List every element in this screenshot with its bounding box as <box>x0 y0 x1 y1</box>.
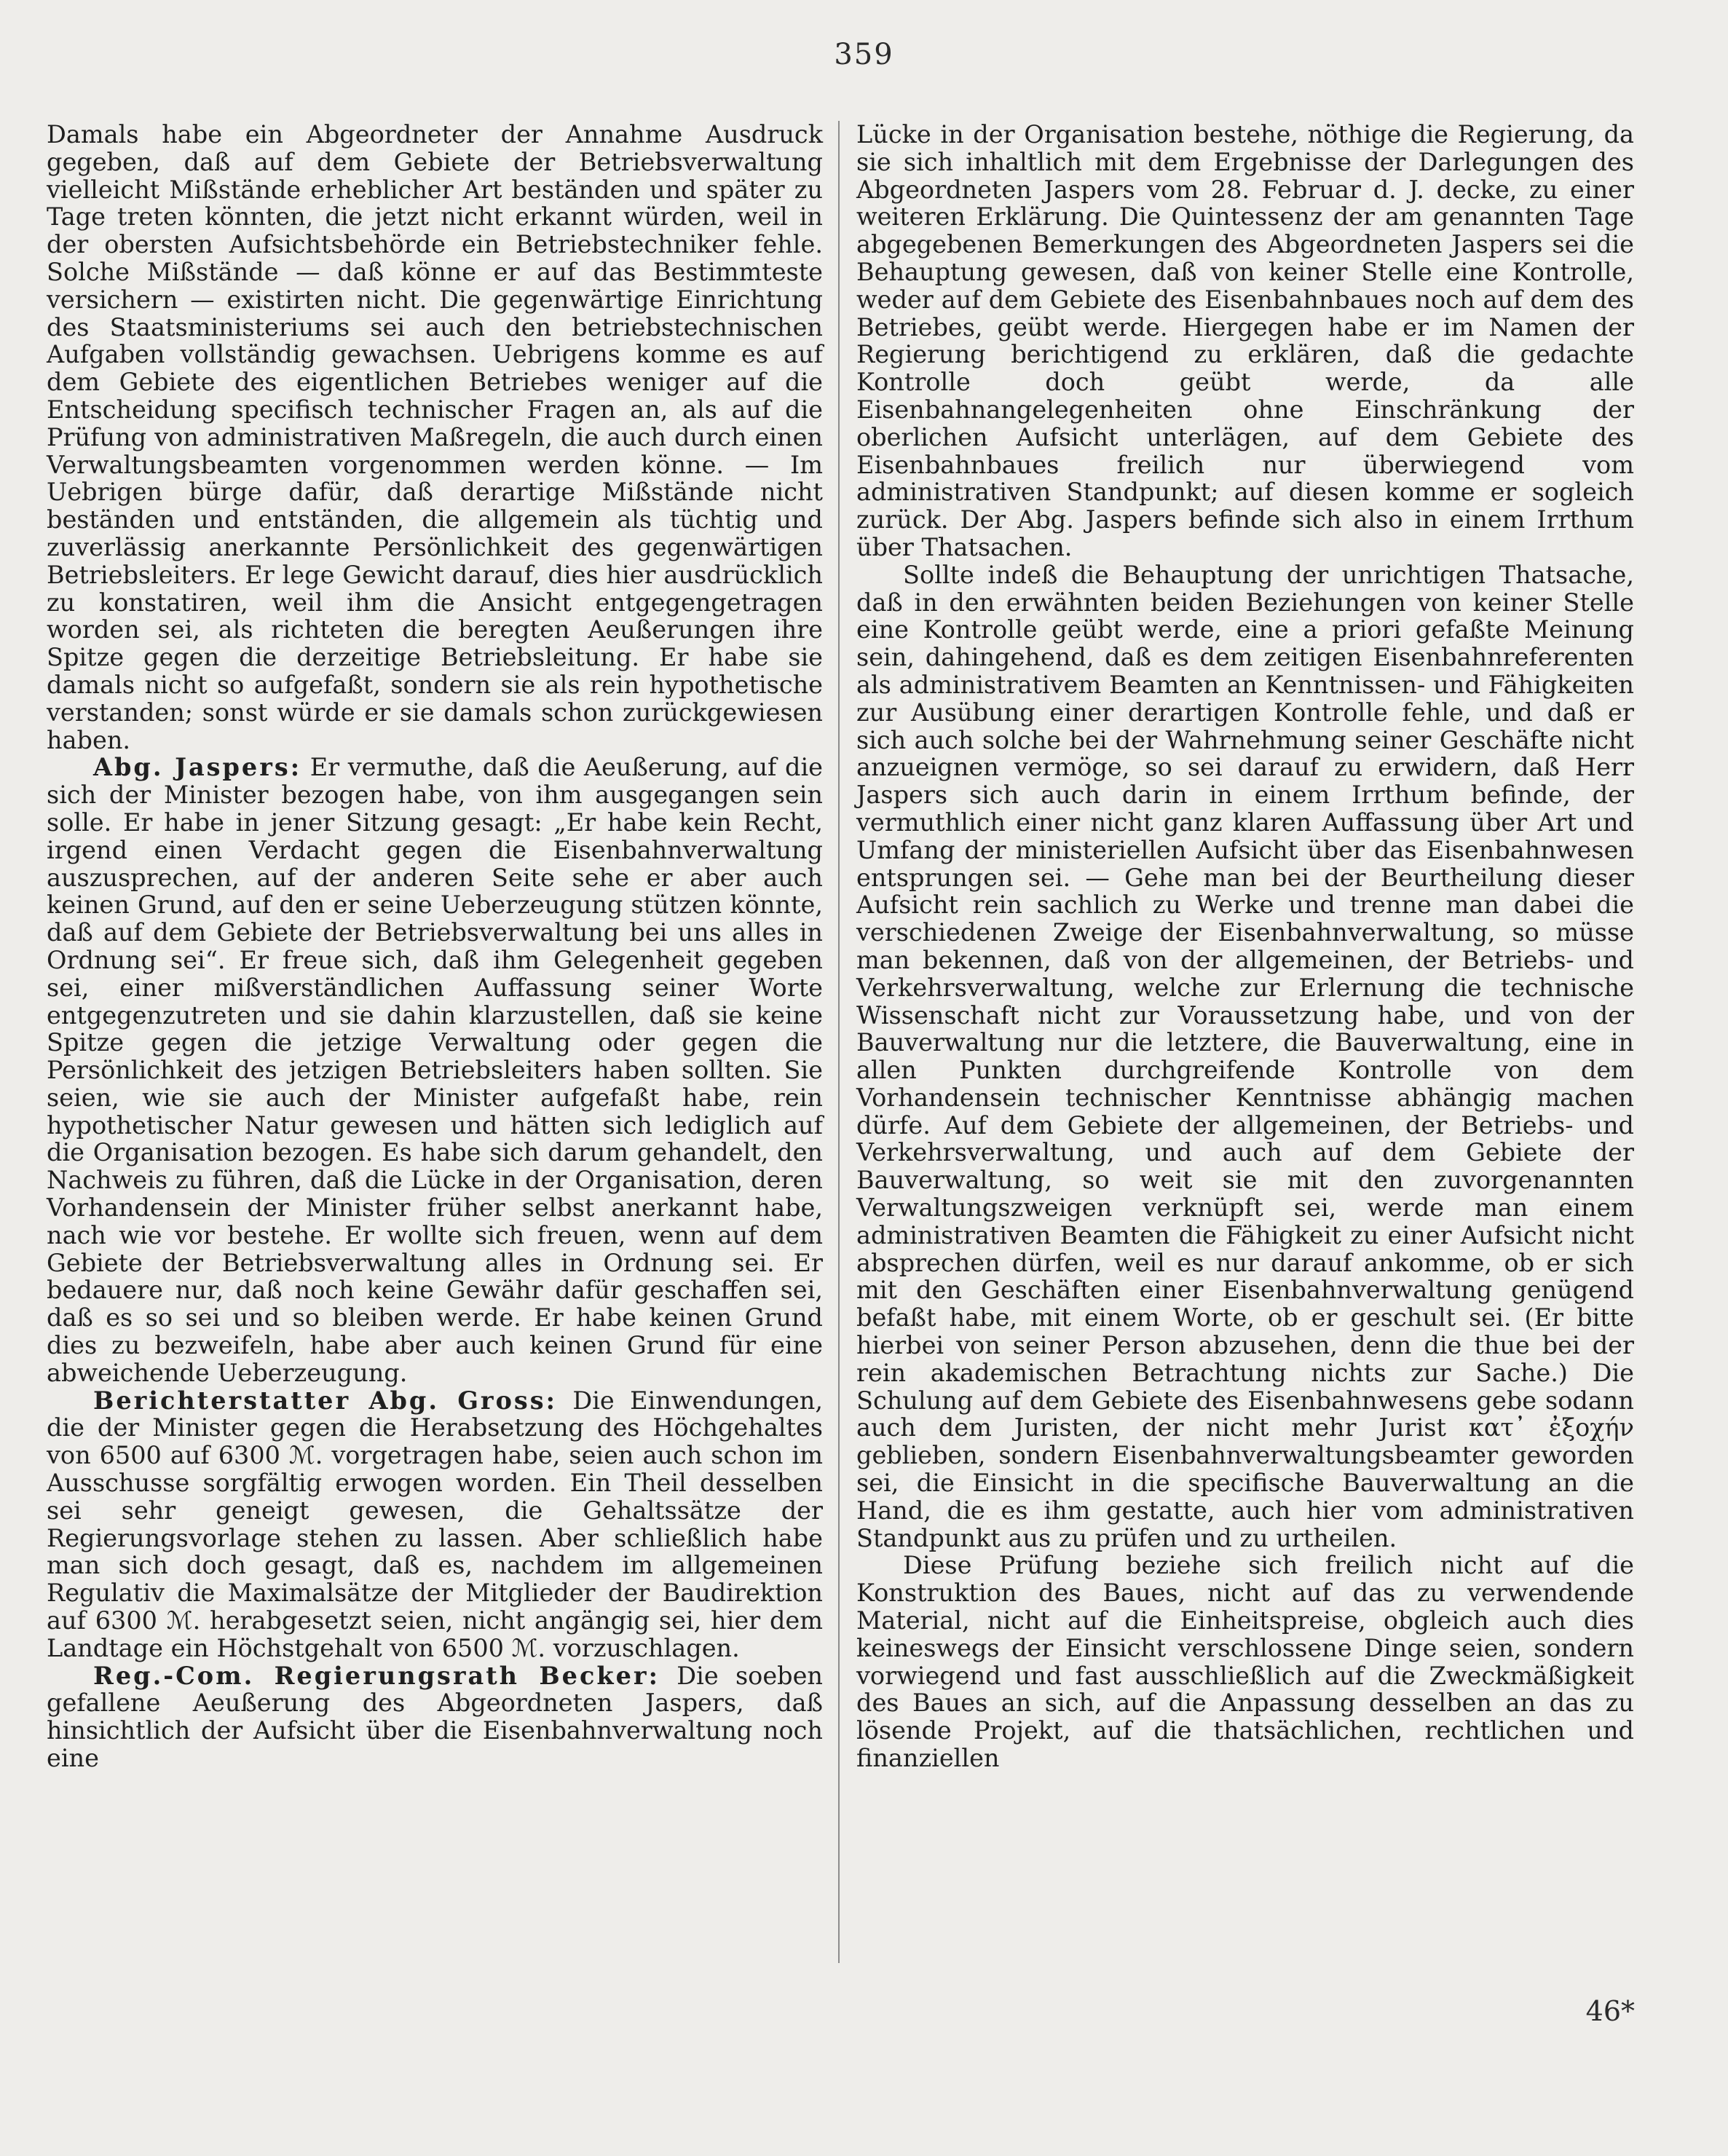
paragraph <box>856 561 1634 1552</box>
speaker-label: Berichterstatter Abg. Gross: <box>93 1386 558 1415</box>
column-divider <box>838 121 840 1963</box>
paragraph-text: Diese Prüfung beziehe sich freilich nicht auf die Konstruktion des Baues, nicht auf das zu verwendende Material, nicht auf die Einheitspreise, obgleich auch dies keineswegs der Einsicht verschlossene Dinge seien, sondern vorwiegend und fast ausschließlich auf die Zweckmäßigkeit des Baues an sich, auf die Anpassung desselben an das zu lösende Projekt, auf die thatsächlichen, rechtlichen und finanziellen <box>856 1551 1634 1773</box>
right-column <box>856 121 1634 1772</box>
paragraph-text: Damals habe ein Abgeordneter der Annahme Ausdruck gegeben, daß auf dem Gebiete der Betriebsverwaltung vielleicht Mißstände erheblicher Art beständen und später zu Tage treten könnten, die jetzt nicht erkannt würden, weil in der obersten Aufsichtsbehörde ein Betriebstechniker fehle. Solche Mißstände — daß könne er auf das Bestimmteste versichern — existirten nicht. Die gegenwärtige Einrichtung des Staatsministeriums sei auch den betriebstechnischen Aufgaben vollständig gewachsen. Uebrigens komme es auf dem Gebiete des eigentlichen Betriebes weniger auf die Entscheidung specifisch technischer Fragen an, als auf die Prüfung von administrativen Maßregeln, die auch durch einen Verwaltungsbeamten vorgenommen werden könne. — Im Uebrigen bürge dafür, daß derartige Mißstände nicht beständen und entständen, die allgemein als tüchtig und zuverlässig anerkannte Persönlichkeit des gegenwärtigen Betriebsleiters. Er lege Gewicht darauf, dies hier ausdrücklich zu konstatiren, weil ihm die Ansicht entgegengetragen worden sei, als richteten die beregten Aeußerungen ihre Spitze gegen die derzeitige Betriebsleitung. Er habe sie damals nicht so aufgefaßt, sondern sie als rein hypothetische verstanden; sonst würde er sie damals schon zurückgewiesen haben. <box>47 120 823 754</box>
paragraph-text: Die Einwendungen, die der Minister gegen die Herabsetzung des Höchgehaltes von 6500 auf 6300 ℳ. vorgetragen habe, seien auch schon im Ausschusse sorgfältig erwogen worden. Ein Theil desselben sei sehr geneigt gewesen, die Gehaltssätze der Regierungsvorlage stehen zu lassen. Aber schließlich habe man sich doch gesagt, daß es, nachdem im allgemeinen Regulativ die Maximalsätze der Mitglieder der Baudirektion auf 6300 ℳ. herabgesetzt seien, nicht angängig sei, hier dem Landtage ein Höchstgehalt von 6500 ℳ. vorzuschlagen. <box>47 1386 823 1662</box>
signature-mark: 46* <box>1585 1995 1635 2027</box>
paragraph-text: Lücke in der Organisation bestehe, nöthige die Regierung, da sie sich inhaltlich mit dem Ergebnisse der Darlegungen des Abgeordneten Jaspers vom 28. Februar d. J. decke, zu einer weiteren Erklärung. Die Quintessenz der am genannten Tage abgegebenen Bemerkungen des Abgeordneten Jaspers sei die Behauptung gewesen, daß von keiner Stelle eine Kontrolle, weder auf dem Gebiete des Eisenbahnbaues noch auf dem des Betriebes, geübt werde. Hiergegen habe er im Namen der Regierung berichtigend zu erklären, daß die gedachte Kontrolle doch geübt werde, da alle Eisenbahnangelegenheiten ohne Einschränkung der oberlichen Aufsicht unterlägen, auf dem Gebiete des Eisenbahnbaues freilich nur überwiegend vom administrativen Standpunkt; auf diesen komme er sogleich zurück. Der Abg. Jaspers befinde sich also in einem Irrthum über Thatsachen. <box>856 120 1634 561</box>
paragraph <box>47 754 823 1386</box>
page-number: 359 <box>834 38 894 71</box>
speaker-label: Abg. Jaspers: <box>93 753 302 782</box>
paragraph-text: Sollte indeß die Behauptung der unrichtigen Thatsache, daß in den erwähnten beiden Beziehungen von keiner Stelle eine Kontrolle geübt werde, eine a priori gefaßte Meinung sein, dahingehend, daß es dem zeitigen Eisenbahnreferenten als administrativem Beamten an Kenntnissen- und Fähigkeiten zur Ausübung einer derartigen Kontrolle fehle, und daß er sich auch solche bei der Wahrnehmung seiner Geschäfte nicht anzueignen vermöge, so sei darauf zu erwidern, daß Herr Jaspers sich auch darin in einem Irrthum befinde, der vermuthlich einer nicht ganz klaren Auffassung über Art und Umfang der ministeriellen Aufsicht über das Eisenbahnwesen entsprungen sei. — Gehe man bei der Beurtheilung dieser Aufsicht rein sachlich zu Werke und trenne man dabei die verschiedenen Zweige der Eisenbahnverwaltung, so müsse man bekennen, daß von der allgemeinen, der Betriebs- und Verkehrsverwaltung, welche zur Erlernung die technische Wissenschaft nicht zur Voraussetzung habe, und von der Bauverwaltung nur die letztere, die Bauverwaltung, eine in allen Punkten durchgreifende Kontrolle von dem Vorhandensein technischer Kenntnisse abhängig machen dürfe. Auf dem Gebiete der allgemeinen, der Betriebs- und Verkehrsverwaltung, und auch auf dem Gebiete der Bauverwaltung, so weit sie mit den zuvorgenannten Verwaltungszweigen verknüpft sei, werde man einem administrativen Beamten die Fähigkeit zu einer Aufsicht nicht absprechen dürfen, weil es nur darauf ankomme, ob er sich mit den Geschäften einer Eisenbahnverwaltung genügend befaßt habe, mit einem Worte, ob er geschult sei. (Er bitte hierbei von seiner Person abzusehen, denn die thue bei der rein akademischen Betrachtung nichts zur Sache.) Die Schulung auf dem Gebiete des Eisenbahnwesens gebe sodann auch dem Juristen, der nicht mehr Jurist κατ᾽ ἐξοχήν geblieben, sondern Eisenbahnverwaltungsbeamter geworden sei, die Einsicht in die specifische Bauverwaltung an die Hand, die es ihm gestatte, auch hier vom administrativen Standpunkt aus zu prüfen und zu urtheilen. <box>856 560 1634 1552</box>
paragraph <box>47 1662 823 1772</box>
left-column <box>47 121 823 1772</box>
paragraph <box>47 121 823 754</box>
paragraph <box>856 1552 1634 1772</box>
paragraph <box>47 1387 823 1662</box>
paragraph <box>856 121 1634 561</box>
paragraph-text: Er vermuthe, daß die Aeußerung, auf die sich der Minister bezogen habe, von ihm ausgegangen sein solle. Er habe in jener Sitzung gesagt: „Er habe kein Recht, irgend einen Verdacht gegen die Eisenbahnverwaltung auszusprechen, auf der anderen Seite sehe er aber auch keinen Grund, auf den er seine Ueberzeugung stützen könnte, daß auf dem Gebiete der Betriebsverwaltung bei uns alles in Ordnung sei“. Er freue sich, daß ihm Gelegenheit gegeben sei, einer mißverständlichen Auffassung seiner Worte entgegenzutreten und sie dahin klarzustellen, daß sie keine Spitze gegen die jetzige Verwaltung oder gegen die Persönlichkeit des jetzigen Betriebsleiters haben sollten. Sie seien, wie sie auch der Minister aufgefaßt habe, rein hypothetischer Natur gewesen und hätten sich lediglich auf die Organisation bezogen. Es habe sich darum gehandelt, den Nachweis zu führen, daß die Lücke in der Organisation, deren Vorhandensein der Minister früher selbst anerkannt habe, nach wie vor bestehe. Er wollte sich freuen, wenn auf dem Gebiete der Betriebsverwaltung alles in Ordnung sei. Er bedauere nur, daß noch keine Gewähr dafür geschaffen sei, daß es so sei und so bleiben werde. Er habe keinen Grund dies zu bezweifeln, habe aber auch keinen Grund für eine abweichende Ueberzeugung. <box>47 753 823 1387</box>
paragraph-text: Die soeben gefallene Aeußerung des Abgeordneten Jaspers, daß hinsichtlich der Aufsicht über die Eisenbahnverwaltung noch eine <box>47 1661 824 1773</box>
speaker-label: Reg.-Com. Regierungsrath Becker: <box>93 1661 660 1690</box>
